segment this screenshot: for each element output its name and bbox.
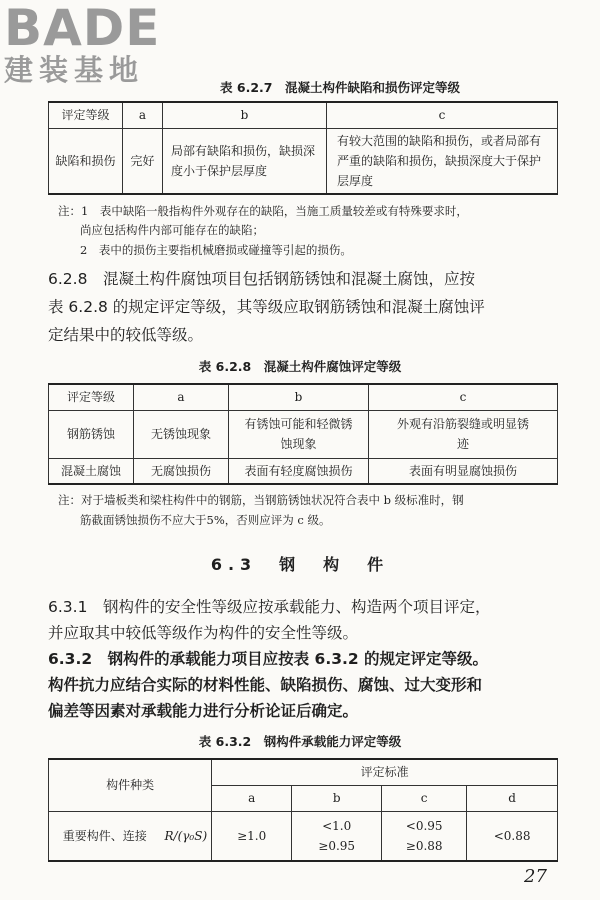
para-631-line-1: 6.3.1 钢构件的安全性等级应按承载能力、构造两个项目评定， — [48, 598, 491, 616]
t627-cell-b: 局部有缺陷和损伤，缺损深度小于保护层厚度 — [163, 128, 327, 194]
t627-cell-a: 完好 — [123, 128, 163, 194]
t628-row1-label: 钢筋锈蚀 — [49, 410, 134, 458]
t628-row1-b: 有锈蚀可能和轻微锈蚀现象 — [229, 410, 369, 458]
t628-row2-b: 表面有轻度腐蚀损伤 — [229, 458, 369, 484]
table-627 — [48, 101, 558, 195]
para-631-line-2: 并应取其中较低等级作为构件的安全性等级。 — [48, 624, 359, 642]
t632-grade-a: a — [212, 785, 292, 811]
para-628-line-1: 6.2.8 混凝土构件腐蚀项目包括钢筋锈蚀和混凝土腐蚀，应按 — [48, 270, 475, 288]
para-632-line-1: 6.3.2 钢构件的承载能力项目应按表 6.3.2 的规定评定等级。 — [48, 650, 489, 668]
para-628-line-3: 定结果中的较低等级。 — [48, 326, 204, 344]
t632-value-b — [292, 811, 382, 861]
para-628-line-2: 表 6.2.8 的规定评定等级，其等级应取钢筋锈蚀和混凝土腐蚀评 — [48, 298, 485, 316]
t632-row-label: 重要构件、连接 — [49, 811, 161, 861]
section-63-title: 6.3 钢 构 件 — [210, 555, 390, 574]
t627-header-a: a — [123, 102, 163, 128]
t628-row2-label: 混凝土腐蚀 — [49, 458, 134, 484]
table-632 — [48, 758, 558, 862]
t632-grade-b: b — [292, 785, 382, 811]
t632-header-criteria: 评定标准 — [212, 759, 558, 785]
table-628-caption: 表 6.2.8 混凝土构件腐蚀评定等级 — [198, 359, 402, 374]
t632-header-type: 构件种类 — [49, 759, 212, 811]
t632-grade-c: c — [382, 785, 467, 811]
watermark-brand: BADE — [4, 0, 161, 57]
page-number: 27 — [524, 866, 547, 887]
t627-header-c: c — [327, 102, 558, 128]
t628-header-a: a — [134, 384, 229, 410]
t628-note-1: 注：对于墙板类和梁柱构件中的钢筋，当钢筋锈蚀状况符合表中 b 级标准时，钢 — [58, 493, 464, 507]
t628-row2-a: 无腐蚀损伤 — [134, 458, 229, 484]
t627-cell-c: 有较大范围的缺陷和损伤，或者局部有严重的缺陷和损伤，缺损深度大于保护层厚度 — [327, 128, 558, 194]
table-627-caption: 表 6.2.7 混凝土构件缺陷和损伤评定等级 — [220, 80, 460, 95]
para-632-line-2: 构件抗力应结合实际的材料性能、缺陷损伤、腐蚀、过大变形和 — [48, 676, 483, 694]
t632-value-c-lower: ≥0.88 — [405, 838, 443, 853]
t628-header-grade: 评定等级 — [49, 384, 134, 410]
t628-row2-c: 表面有明显腐蚀损伤 — [369, 458, 558, 484]
t632-value-b-lower: ≥0.95 — [318, 838, 356, 853]
table-628 — [48, 383, 558, 485]
watermark-logo — [4, 2, 160, 86]
t628-note-1-cont: 筋截面锈蚀损伤不应大于5%，否则应评为 c 级。 — [80, 513, 331, 527]
t627-row-label: 缺陷和损伤 — [49, 128, 123, 194]
t632-grade-d: d — [467, 785, 558, 811]
t628-row1-a: 无锈蚀现象 — [134, 410, 229, 458]
t632-value-c-upper: <0.95 — [405, 818, 443, 833]
t632-value-c — [382, 811, 467, 861]
t627-note-1-cont: 尚应包括构件内部可能存在的缺陷； — [80, 223, 264, 237]
watermark-subtitle: 建装基地 — [4, 53, 145, 87]
t627-note-1: 注：1 表中缺陷一般指构件外观存在的缺陷，当施工质量较差或有特殊要求时， — [58, 204, 468, 218]
para-632-line-3: 偏差等因素对承载能力进行分析论证后确定。 — [48, 702, 359, 720]
t632-formula: R/(γ₀S) — [161, 811, 212, 861]
t632-value-a: ≥1.0 — [212, 811, 292, 861]
t632-value-d: <0.88 — [467, 811, 558, 861]
t628-header-c: c — [369, 384, 558, 410]
t627-header-grade: 评定等级 — [49, 102, 123, 128]
t627-note-2: 2 表中的损伤主要指机械磨损或碰撞等引起的损伤。 — [80, 243, 352, 257]
table-632-caption: 表 6.3.2 钢构件承载能力评定等级 — [198, 734, 402, 749]
t627-header-b: b — [163, 102, 327, 128]
t628-header-b: b — [229, 384, 369, 410]
t632-value-b-upper: <1.0 — [322, 818, 352, 833]
t628-row1-c: 外观有沿筋裂缝或明显锈迹 — [369, 410, 558, 458]
